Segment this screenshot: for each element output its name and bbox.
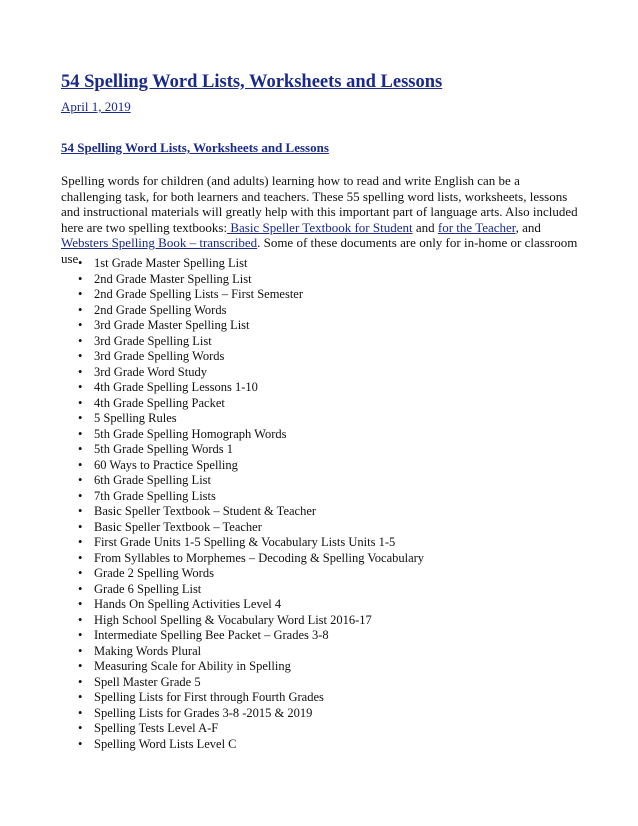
list-item: • 7th Grade Spelling Lists	[61, 489, 424, 505]
intro-text-4: . Some of these documents are only for in-home or classroom use.	[61, 235, 578, 266]
article-title-link[interactable]: 54 Spelling Word Lists, Worksheets and Lessons	[61, 72, 443, 92]
list-item: • 3rd Grade Word Study	[61, 365, 424, 381]
list-item: • 5th Grade Spelling Words 1	[61, 442, 424, 458]
list-item: • Measuring Scale for Ability in Spelling	[61, 659, 424, 675]
list-item: • 4th Grade Spelling Lessons 1-10	[61, 380, 424, 396]
list-item: • 2nd Grade Spelling Lists – First Semester	[61, 287, 424, 303]
list-item: • 4th Grade Spelling Packet	[61, 396, 424, 412]
list-item: • 5 Spelling Rules	[61, 411, 424, 427]
list-item: • 3rd Grade Spelling List	[61, 334, 424, 350]
article-subtitle-link[interactable]: 54 Spelling Word Lists, Worksheets and Lessons	[61, 140, 329, 155]
list-item: • Spelling Tests Level A-F	[61, 721, 424, 737]
list-item: • 2nd Grade Master Spelling List	[61, 272, 424, 288]
list-item: • Grade 6 Spelling List	[61, 582, 424, 598]
list-item: • High School Spelling & Vocabulary Word List 2016-17	[61, 613, 424, 629]
intro-text-2: and	[412, 219, 438, 235]
list-item: • Spelling Lists for First through Fourth Grades	[61, 690, 424, 706]
list-item: • 60 Ways to Practice Spelling	[61, 458, 424, 474]
list-item: • 6th Grade Spelling List	[61, 473, 424, 489]
list-item: • 1st Grade Master Spelling List	[61, 256, 424, 272]
list-item: • Spelling Word Lists Level C	[61, 737, 424, 753]
list-item: • Basic Speller Textbook – Teacher	[61, 520, 424, 536]
intro-text-1: Spelling words for children (and adults) learning how to read and write English can be a challenging task, for both learners and teachers. These 55 spelling word lists, worksheets, lessons and instructional materials will greatly help with this important part of language arts. Also included here are two spelling textbooks:	[61, 173, 578, 235]
intro-paragraph	[61, 173, 583, 267]
list-item: • Intermediate Spelling Bee Packet – Grades 3-8	[61, 628, 424, 644]
websters-spelling-book-link[interactable]: Websters Spelling Book – transcribed	[61, 235, 258, 251]
list-item: • Basic Speller Textbook – Student & Teacher	[61, 504, 424, 520]
list-item: • First Grade Units 1-5 Spelling & Vocabulary Lists Units 1-5	[61, 535, 424, 551]
list-item: • From Syllables to Morphemes – Decoding & Spelling Vocabulary	[61, 551, 424, 567]
list-item: • Hands On Spelling Activities Level 4	[61, 597, 424, 613]
list-item: • 3rd Grade Master Spelling List	[61, 318, 424, 334]
intro-text-3: , and	[515, 219, 541, 235]
list-item: • 5th Grade Spelling Homograph Words	[61, 427, 424, 443]
list-item: • Spelling Lists for Grades 3-8 -2015 & 2019	[61, 706, 424, 722]
article-date-link[interactable]: April 1, 2019	[61, 99, 131, 114]
list-item: • Grade 2 Spelling Words	[61, 566, 424, 582]
for-the-teacher-link[interactable]: for the Teacher	[437, 219, 516, 235]
list-item: • 3rd Grade Spelling Words	[61, 349, 424, 365]
basic-speller-student-link[interactable]: Basic Speller Textbook for Student	[227, 219, 413, 235]
spelling-list	[61, 256, 424, 752]
list-item: • 2nd Grade Spelling Words	[61, 303, 424, 319]
list-item: • Spell Master Grade 5	[61, 675, 424, 691]
list-item: • Making Words Plural	[61, 644, 424, 660]
